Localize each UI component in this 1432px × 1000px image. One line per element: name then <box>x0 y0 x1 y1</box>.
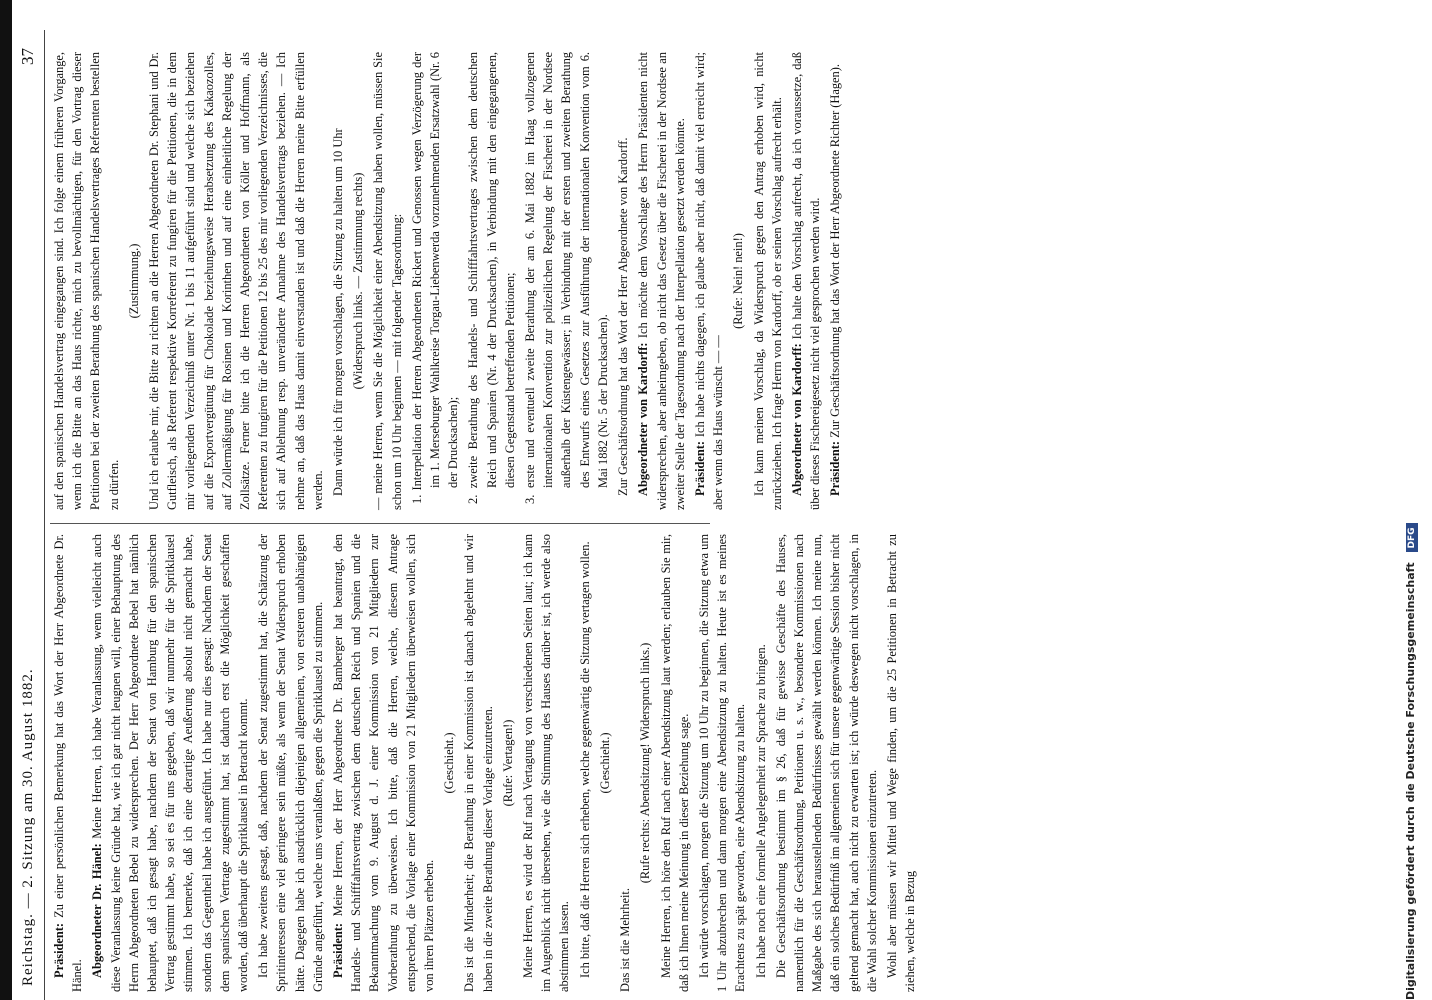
paragraph-text: Ich möchte dem Vorschlage des Herrn Präsidenten nicht widersprechen, aber anheimgeben, ob nicht das Gesetz über die Fischerei in der Nordsee an zweiter Stelle der Tagesordnung nach der Interpellation gesetzt werden könnte. <box>636 52 687 510</box>
paragraph-text: Meine Herren, der Herr Abgeordnete Dr. Bamberger hat beantragt, den Handels- und Schifffahrtsvertrag zwischen dem deutschen Reich und Spanien und die Bekanntmachung vom 9. August d. J. einer Kommission von 21 Mitgliedern zur Vorberathung zu überweisen. Ich bitte, daß die Herren, welche, diesem Antrage entsprechend, die Vorlage einer Kommission von 21 Mitgliedern überweisen wollen, sich von ihren Plätzen erheben. <box>331 534 437 992</box>
paragraph <box>752 534 770 992</box>
paragraph <box>499 534 517 992</box>
paragraph-text: (Widerspruch links. — Zustimmung rechts) <box>351 172 366 390</box>
paragraph-text: Das ist die Minderheit; die Berathung in einer Kommission ist danach abgelehnt und wir haben in die zweite Berathung dieser Vorlage einzutreten. <box>462 534 495 992</box>
paragraph <box>125 52 143 510</box>
paragraph <box>772 534 881 992</box>
paragraph <box>329 534 438 992</box>
paragraph <box>519 534 574 992</box>
paragraph <box>616 534 634 992</box>
speaker-name: Abgeordneter von Kardorff: <box>789 343 804 496</box>
paragraph-text: (Rufe: Nein! nein!) <box>731 233 746 329</box>
paragraph <box>329 52 347 510</box>
speaker-name: Abgeordneter von Kardorff: <box>636 342 651 496</box>
dfg-badge: DFG <box>1406 523 1418 552</box>
paragraph <box>883 534 919 992</box>
paragraph-text: Ich habe noch eine formelle Angelegenheit zur Sprache zu bringen. <box>753 644 768 978</box>
paragraph <box>636 534 654 992</box>
right-text-column <box>50 52 843 510</box>
paragraph <box>634 52 689 510</box>
paragraph-text: Dann würde ich für morgen vorschlagen, die Sitzung zu halten um 10 Uhr <box>331 128 346 496</box>
speaker-name: Präsident: <box>52 922 66 978</box>
paragraph <box>521 52 612 510</box>
paragraph-text: Meine Herren, ich höre den Ruf nach einer Abendsitzung laut werden; erlauben Sie mir, daß ich Ihnen meine Meinung in dieser Beziehung sage. <box>658 534 691 992</box>
paragraph <box>440 534 458 992</box>
paragraph-text: 3. erste und eventuell zweite Berathung der am 6. Mai 1882 im Haag vollzogenen internationalen Konvention zur polizeilichen Regelung der Fischerei in der Nordsee außerhalb der Küstengewässer; in Verbindung mit der ersten und zweiten Berathung des Entwurfs eines Gesetzes zur Ausführung der internationalen Konvention vom 6. Mai 1882 (Nr. 5 der Drucksachen). <box>523 52 610 504</box>
paragraph-text: Ich würde vorschlagen, morgen die Sitzung um 10 Uhr zu beginnen, die Sitzung etwa um 1 Uhr abzubrechen und dann morgen eine Abendsitzung zu halten. Heute ist es meines Erachtens zu spät geworden, eine Abendsitzung zu halten. <box>696 534 748 992</box>
speaker-name: Präsident: <box>331 922 346 978</box>
rotated-document-page <box>8 30 918 1000</box>
paragraph <box>695 534 750 992</box>
paragraph <box>88 534 252 992</box>
paragraph-text: Zu einer persönlichen Bemerkung hat das Wort der Herr Abgeordnete Dr. Hänel. <box>52 534 85 992</box>
paragraph-text: Ich habe zweitens gesagt, daß, nachdem der Senat zugestimmt hat, die Schätzung der Spritinteressen eine viel geringere sein müßte, als wenn der Senat Widerspruch erhoben hätte. Dagegen habe ich ausdrücklich diejenigen allgemeinen, von ersteren unabhängigen Gründe angeführt, welche uns veranlaßten, gegen die Spritklausel zu stimmen. <box>256 534 325 992</box>
paragraph-text: (Rufe: Vertagen!) <box>500 719 515 807</box>
paragraph <box>254 534 327 992</box>
paragraph <box>691 52 727 510</box>
running-head-title: Reichstag. — 2. Sitzung am 30. August 1882. <box>20 668 36 986</box>
paragraph-text: Ich kann meinen Vorschlag, da Widerspruch gegen den Antrag erhoben wird, nicht zurückziehen. Ich frage Herrn von Kardorff, ob er seinen Vorschlag aufrecht erhält. <box>751 52 784 510</box>
paragraph-text: (Geschieht.) <box>442 732 457 794</box>
footer-text: Digitalisierung gefördert durch die Deutsche Forschungsgemeinschaft <box>1404 562 1417 1000</box>
paragraph <box>826 52 844 510</box>
paragraph <box>596 534 614 992</box>
paragraph <box>729 52 747 510</box>
paragraph <box>576 534 594 992</box>
paragraph-text: (Rufe rechts: Abendsitzung! Widerspruch links.) <box>638 642 653 884</box>
paragraph-text: Und ich erlaube mir, die Bitte zu richten an die Herren Abgeordneten Dr. Stephani und Dr. Gutfleisch, als Referent respektive Korreferent zu fungiren für die Petitionen, die in dem mir vorliegenden Verzeichniß unter Nr. 1 bis 11 aufgeführt sind und welche sich beziehen auf die Exportvergütung für Chokolade beziehungsweise Herabsetzung des Kakaozolles, auf Zollermäßigung für Rosinen und Korinthen und auf eine einheitliche Regelung der Zollsätze. Ferner bitte ich die Herren Abgeordneten von Köller und Hoffmann, als Referenten zu fungiren für die Petitionen 12 bis 25 des mir vorliegenden Verzeichnisses, die sich auf Ablehnung resp. unveränderte Annahme des Handelsvertrags beziehen. — Ich nehme an, daß das Haus damit einverstanden ist und daß die Herren meine Bitte erfüllen werden. <box>147 52 325 510</box>
paragraph-text: (Zustimmung.) <box>126 243 141 319</box>
paragraph-text: Zur Geschäftsordnung hat das Wort der Herr Abgeordnete Richter (Hagen). <box>828 64 843 438</box>
paragraph-text: auf den spanischen Handelsvertrag eingegangen sind. Ich folge einem früheren Vorgange, wenn ich die Bitte an das Haus richte, mich zu bevollmächtigen, für den Vortrag dieser Petitionen bei der zweiten Berathung des spanischen Handelsvertrages Referenten bestellen zu dürfen. <box>52 52 121 510</box>
paragraph-text: Wohl aber müssen wir Mittel und Wege finden, um die 25 Petitionen in Betracht zu ziehen, welche in Bezug <box>884 534 918 992</box>
paragraph <box>750 52 786 510</box>
paragraph <box>460 534 496 992</box>
paragraph <box>408 52 463 510</box>
paragraph-text: — meine Herren, wenn Sie die Möglichkeit einer Abendsitzung haben wollen, müssen Sie schon um 10 Uhr beginnen — mit folgender Tagesordnung: <box>371 52 404 510</box>
paragraph <box>464 52 519 510</box>
speaker-name: Abgeordneter Dr. Hänel: <box>90 843 105 978</box>
paragraph-text: Ich bitte, daß die Herren sich erheben, welche gegenwärtig die Sitzung vertagen wollen. <box>577 541 592 978</box>
paragraph <box>614 52 632 510</box>
paragraph <box>50 534 86 992</box>
paragraph <box>657 534 693 992</box>
paragraph <box>369 52 405 510</box>
paragraph <box>788 52 824 510</box>
digitization-footer <box>1404 10 1426 1000</box>
paragraph <box>50 52 123 510</box>
running-head <box>8 30 45 1000</box>
column-divider <box>50 523 710 524</box>
paragraph-text: Ich habe nichts dagegen, ich glaube aber nicht, daß damit viel erreicht wird; aber wenn das Haus wünscht — — <box>692 52 726 510</box>
paragraph-text: Das ist die Mehrheit. <box>618 888 633 992</box>
paragraph-text: Meine Herren, ich habe Veranlassung, wenn vielleicht auch diese Veranlassung keine Gründe hat, wie ich gar nicht leugnen will, einer Behauptung des Herrn Abgeordneten Bebel zu widersprechen. Der Herr Abgeordnete Bebel hat nämlich behauptet, daß ich gesagt habe, nachdem der Senat von Hamburg für den spanischen Vertrag gestimmt habe, so sei es für uns gegeben, daß wir nunmehr für die Spritklausel stimmen. Ich bemerke, daß ich eine derartige Aeußerung absolut nicht gemacht habe, sondern das Gegentheil habe ich ausgeführt. Ich habe nur dies gesagt: Nachdem der Senat dem spanischen Vertrage zugestimmt hat, ist dadurch erst die Möglichkeit geschaffen worden, daß überhaupt die Spritklausel in Betracht kommt. <box>90 534 251 992</box>
paragraph-text: 2. zweite Berathung des Handels- und Schifffahrtsvertrages zwischen dem deutschen Reich und Spanien (Nr. 4 der Drucksachen), in Verbindung mit den eingegangenen, diesen Gegenstand betreffenden Petitionen; <box>466 52 517 504</box>
paragraph-text: Die Geschäftsordnung bestimmt im § 26, daß für gewisse Geschäfte des Hauses, namentlich für die Geschäftsordnung, Petitionen u. s. w., besondere Kommissionen nach Maßgabe des sich herausstellenden Bedürfnisses gewählt werden können. Ich meine nun, daß ein solches Bedürfniß im allgemeinen sich für unsere gegenwärtige Session bisher nicht geltend gemacht hat, auch nicht zu erwarten ist; ich würde deswegen nicht vorschlagen, in die Wahl solcher Kommissionen einzutreten. <box>773 534 879 992</box>
paragraph <box>145 52 327 510</box>
paragraph-text: Meine Herren, es wird der Ruf nach Vertagung von verschiedenen Seiten laut; ich kann im Augenblick nicht übersehen, wie die Stimmung des Hauses darüber ist, ich werde also abstimmen lassen. <box>521 534 572 992</box>
speaker-name: Präsident: <box>828 440 843 496</box>
page-number: 37 <box>18 48 37 65</box>
paragraph-text: 1. Interpellation der Herren Abgeordneten Rickert und Genossen wegen Verzögerung der im 1. Merseburger Wahlkreise Torgau-Liebenwerda vorzunehmenden Ersatzwahl (Nr. 6 der Drucksachen); <box>409 52 461 504</box>
paragraph-text: Ich halte den Vorschlag aufrecht, da ich voraussetze, daß über dieses Fischereigesetz nicht viel gesprochen werden wird. <box>789 52 823 510</box>
left-text-column <box>50 534 918 992</box>
paragraph-text: Zur Geschäftsordnung hat das Wort der Herr Abgeordnete von Kardorff. <box>616 137 631 496</box>
speaker-name: Präsident: <box>692 440 707 496</box>
paragraph-text: (Geschieht.) <box>597 732 612 794</box>
paragraph <box>349 52 367 510</box>
